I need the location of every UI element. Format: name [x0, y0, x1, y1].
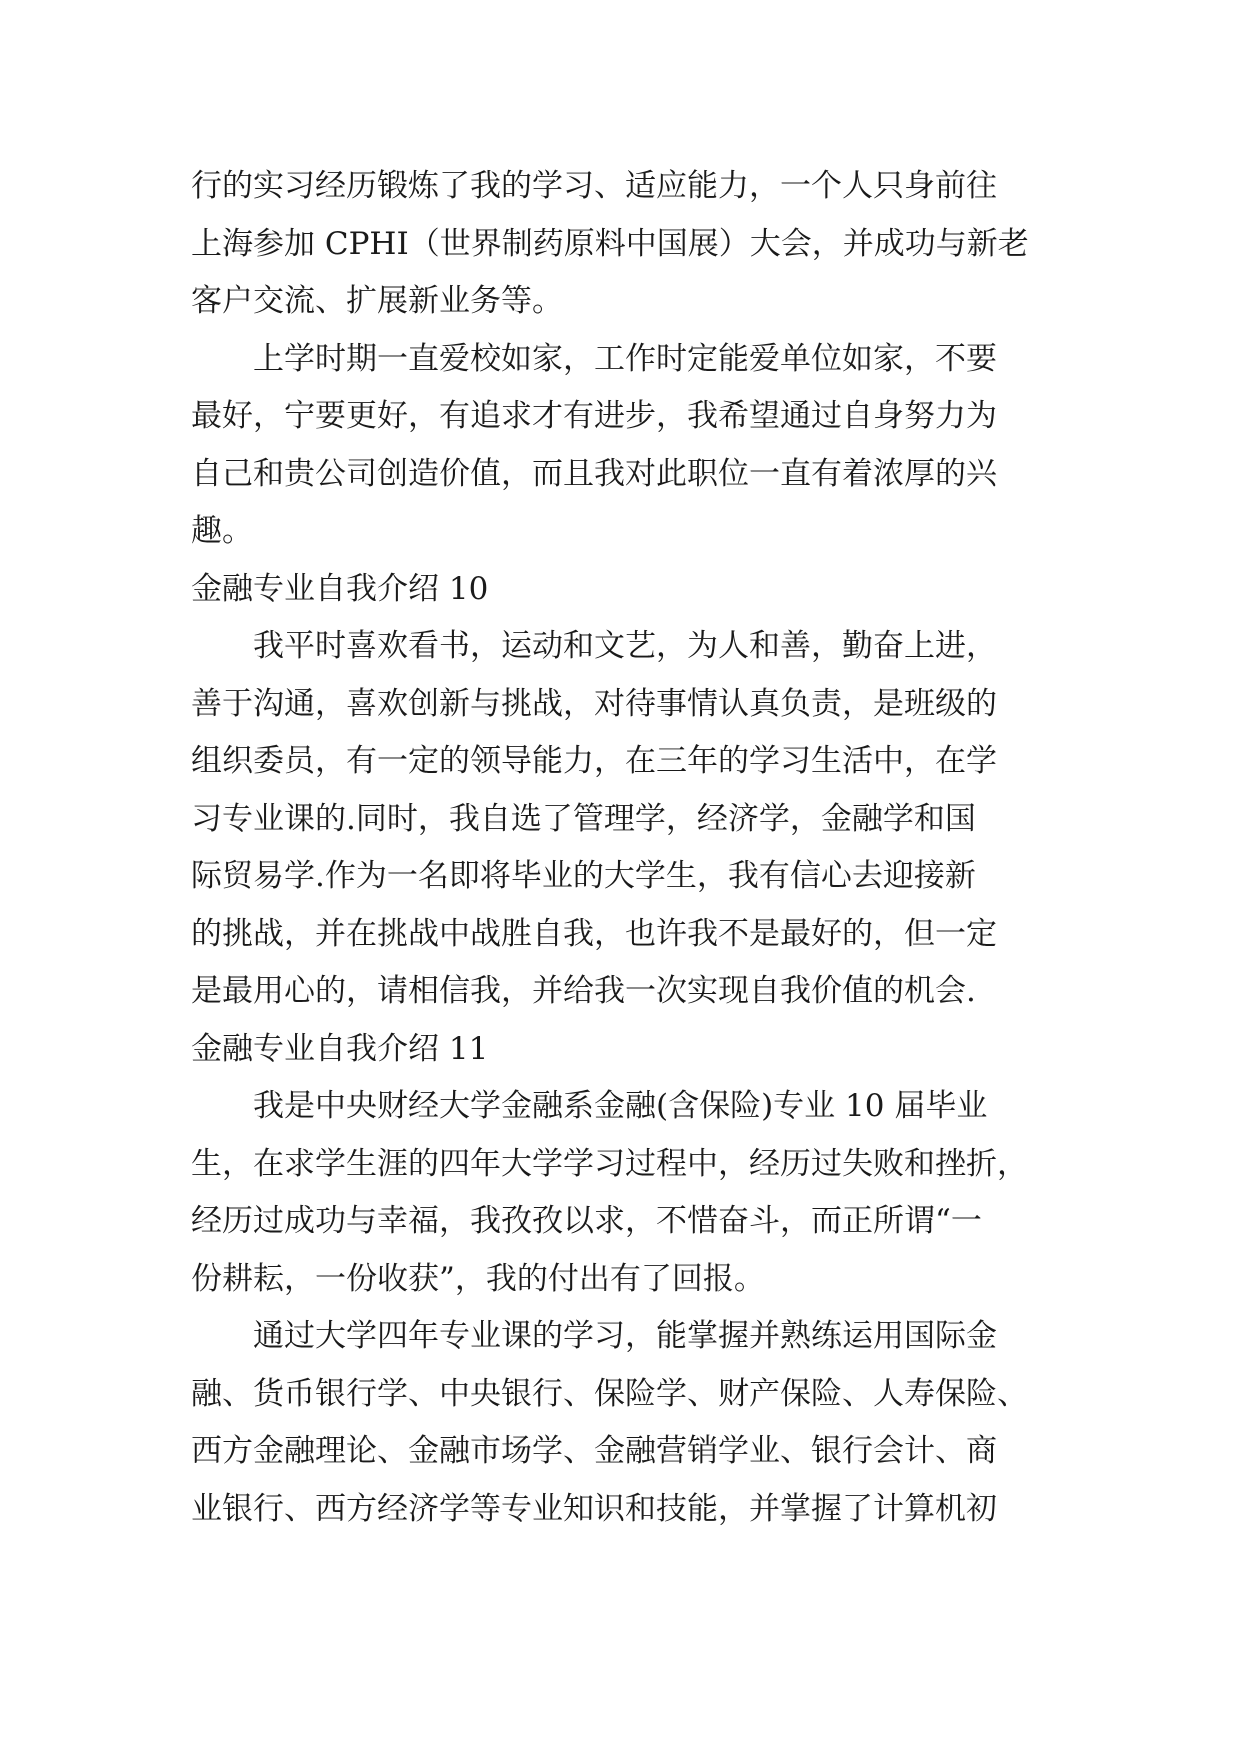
text-line: 客户交流、扩展新业务等。: [191, 283, 563, 319]
text-line: 的挑战，并在挑战中战胜自我，也许我不是最好的，但一定: [191, 915, 997, 952]
paragraph-intro-10: [191, 618, 1061, 1021]
text-line: 我平时喜欢看书，运动和文艺，为人和善，勤奋上进，: [253, 628, 997, 664]
paragraph-intro-11: [191, 1078, 1061, 1308]
text-line: 习专业课的.同时，我自选了管理学，经济学，金融学和国: [191, 800, 976, 837]
section-heading-10: 金融专业自我介绍 10: [191, 570, 489, 607]
text-line: 生，在求学生涯的四年大学学习过程中，经历过失败和挫折，: [191, 1145, 1028, 1182]
text-line: 西方金融理论、金融市场学、金融营销学业、银行会计、商: [191, 1433, 997, 1469]
text-line: 最好，宁要更好，有追求才有进步，我希望通过自身努力为: [191, 398, 997, 434]
text-line: 趣。: [191, 513, 253, 549]
paragraph-school-love: [191, 331, 1061, 561]
text-line: 通过大学四年专业课的学习，能掌握并熟练运用国际金: [253, 1318, 997, 1354]
text-line: 上学时期一直爱校如家，工作时定能爱单位如家，不要: [253, 340, 997, 377]
text-line: 是最用心的，请相信我，并给我一次实现自我价值的机会.: [191, 973, 976, 1009]
text-line: 上海参加 CPHI（世界制药原料中国展）大会，并成功与新老: [191, 225, 1029, 262]
text-line: 善于沟通，喜欢创新与挑战，对待事情认真负责，是班级的: [191, 685, 997, 722]
text-line: 行的实习经历锻炼了我的学习、适应能力，一个人只身前往: [191, 168, 997, 204]
document-body: [191, 158, 1061, 1538]
text-line: 际贸易学.作为一名即将毕业的大学生，我有信心去迎接新: [191, 858, 976, 894]
text-line: 我是中央财经大学金融系金融(含保险)专业 10 届毕业: [253, 1088, 988, 1124]
section-heading-11: 金融专业自我介绍 11: [191, 1030, 489, 1067]
text-line: 组织委员，有一定的领导能力，在三年的学习生活中，在学: [191, 743, 997, 779]
text-line: 份耕耘，一份收获”，我的付出有了回报。: [191, 1260, 765, 1297]
paragraph-courses: [191, 1308, 1061, 1538]
text-line: 自己和贵公司创造价值，而且我对此职位一直有着浓厚的兴: [191, 455, 997, 492]
text-line: 融、货币银行学、中央银行、保险学、财产保险、人寿保险、: [191, 1375, 1028, 1412]
paragraph-internship: [191, 158, 1061, 331]
text-line: 业银行、西方经济学等专业知识和技能，并掌握了计算机初: [191, 1490, 997, 1527]
text-line: 经历过成功与幸福，我孜孜以求，不惜奋斗，而正所谓“一: [191, 1203, 982, 1239]
